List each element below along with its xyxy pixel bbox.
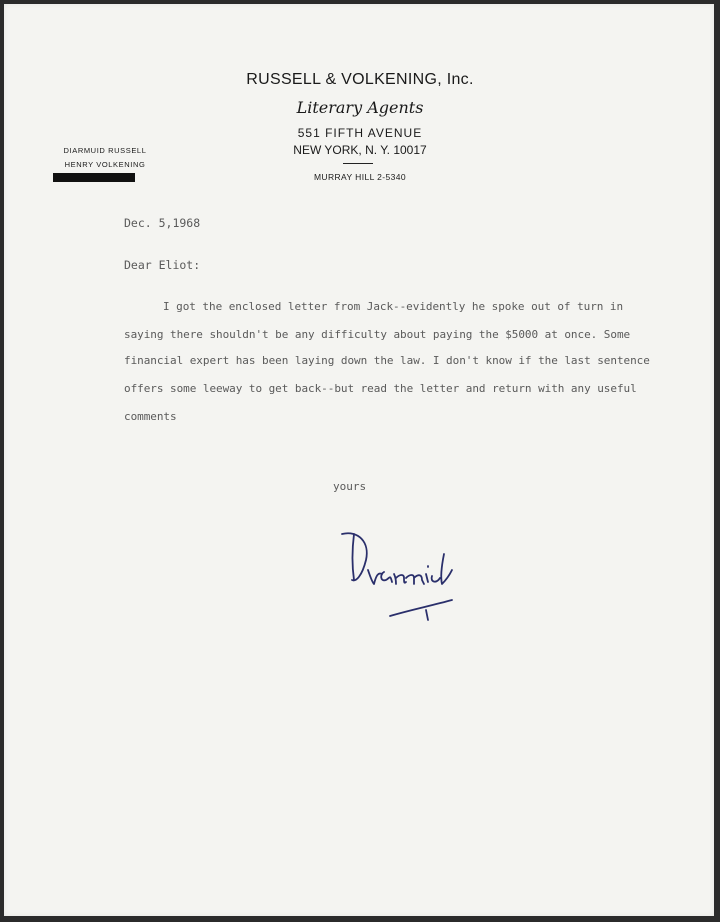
letterhead-address-line2: NEW YORK, N. Y. 10017 <box>293 143 427 157</box>
partner-name: HENRY VOLKENING <box>64 160 146 169</box>
letterhead-divider <box>343 163 373 164</box>
letterhead-subtitle: Literary Agents <box>296 98 424 117</box>
handwritten-signature <box>330 520 470 630</box>
body-line: saying there shouldn't be any difficulty about paying the $5000 at once. Some <box>124 328 631 341</box>
body-line: comments <box>124 410 177 423</box>
letterhead-address-line1: 551 FIFTH AVENUE <box>297 126 423 140</box>
partner-name: DIARMUID RUSSELL <box>63 146 147 155</box>
partners-list <box>50 144 160 172</box>
body-line: offers some leeway to get back--but read the letter and return with any useful <box>124 382 637 395</box>
letter-date: Dec. 5,1968 <box>124 216 201 230</box>
letter-salutation: Dear Eliot: <box>124 258 201 272</box>
letter-page <box>4 4 714 916</box>
body-line: I got the enclosed letter from Jack--evidently he spoke out of turn in <box>163 300 624 313</box>
redaction-bar <box>53 173 135 182</box>
letterhead-firm-name: RUSSELL & VOLKENING, Inc. <box>246 71 474 88</box>
letterhead-phone: MURRAY HILL 2-5340 <box>313 172 407 182</box>
letter-closing: yours <box>333 480 367 493</box>
body-line: financial expert has been laying down the law. I don't know if the last sentence <box>124 354 650 367</box>
